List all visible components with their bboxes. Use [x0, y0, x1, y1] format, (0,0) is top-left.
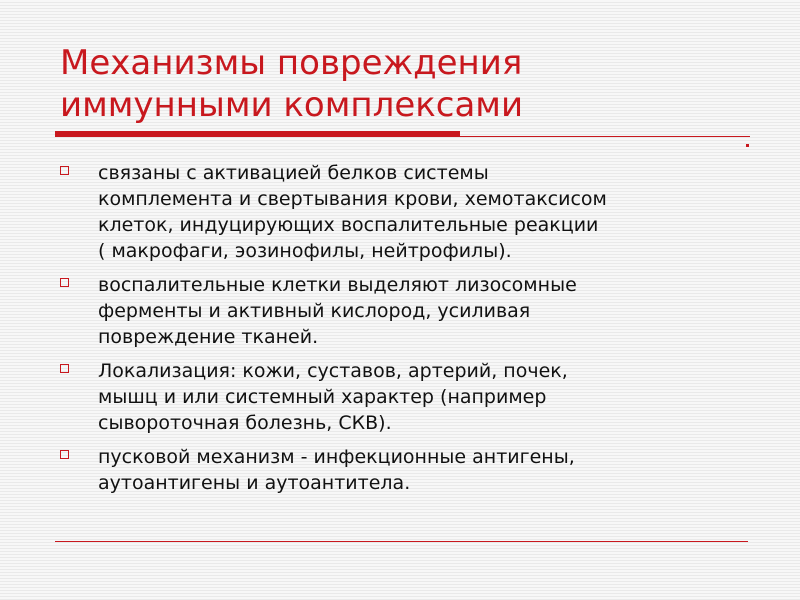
bullet-text: Локализация: кожи, суставов, артерий, почек, мышц и или системный характер (например сывороточная болезнь, СКВ).	[98, 360, 568, 434]
bullet-text: связаны с активацией белков системы комплемента и свертывания крови, хемотаксисом клеток, индуцирующих воспалительные реакции ( макрофаги, эозинофилы, нейтрофилы).	[98, 162, 607, 262]
bullet-item	[60, 272, 740, 350]
hollow-square-icon	[60, 278, 69, 287]
hollow-square-icon	[60, 364, 69, 373]
bullet-item	[60, 358, 740, 436]
bullet-item	[60, 160, 740, 264]
bullet-list	[60, 160, 740, 504]
slide-title-line-1: Механизмы повреждения	[60, 43, 523, 83]
hollow-square-icon	[60, 450, 69, 459]
title-underline-dot	[746, 144, 749, 147]
slide-title	[60, 42, 740, 126]
title-underline-thin	[55, 136, 750, 137]
bullet-item	[60, 444, 740, 496]
bullet-text: воспалительные клетки выделяют лизосомные ферменты и активный кислород, усиливая повреждение тканей.	[98, 274, 577, 348]
hollow-square-icon	[60, 166, 69, 175]
bullet-text: пусковой механизм - инфекционные антигены, аутоантигены и аутоантитела.	[98, 446, 575, 494]
slide-title-line-2: иммунными комплексами	[60, 85, 524, 125]
footer-rule	[55, 541, 748, 542]
